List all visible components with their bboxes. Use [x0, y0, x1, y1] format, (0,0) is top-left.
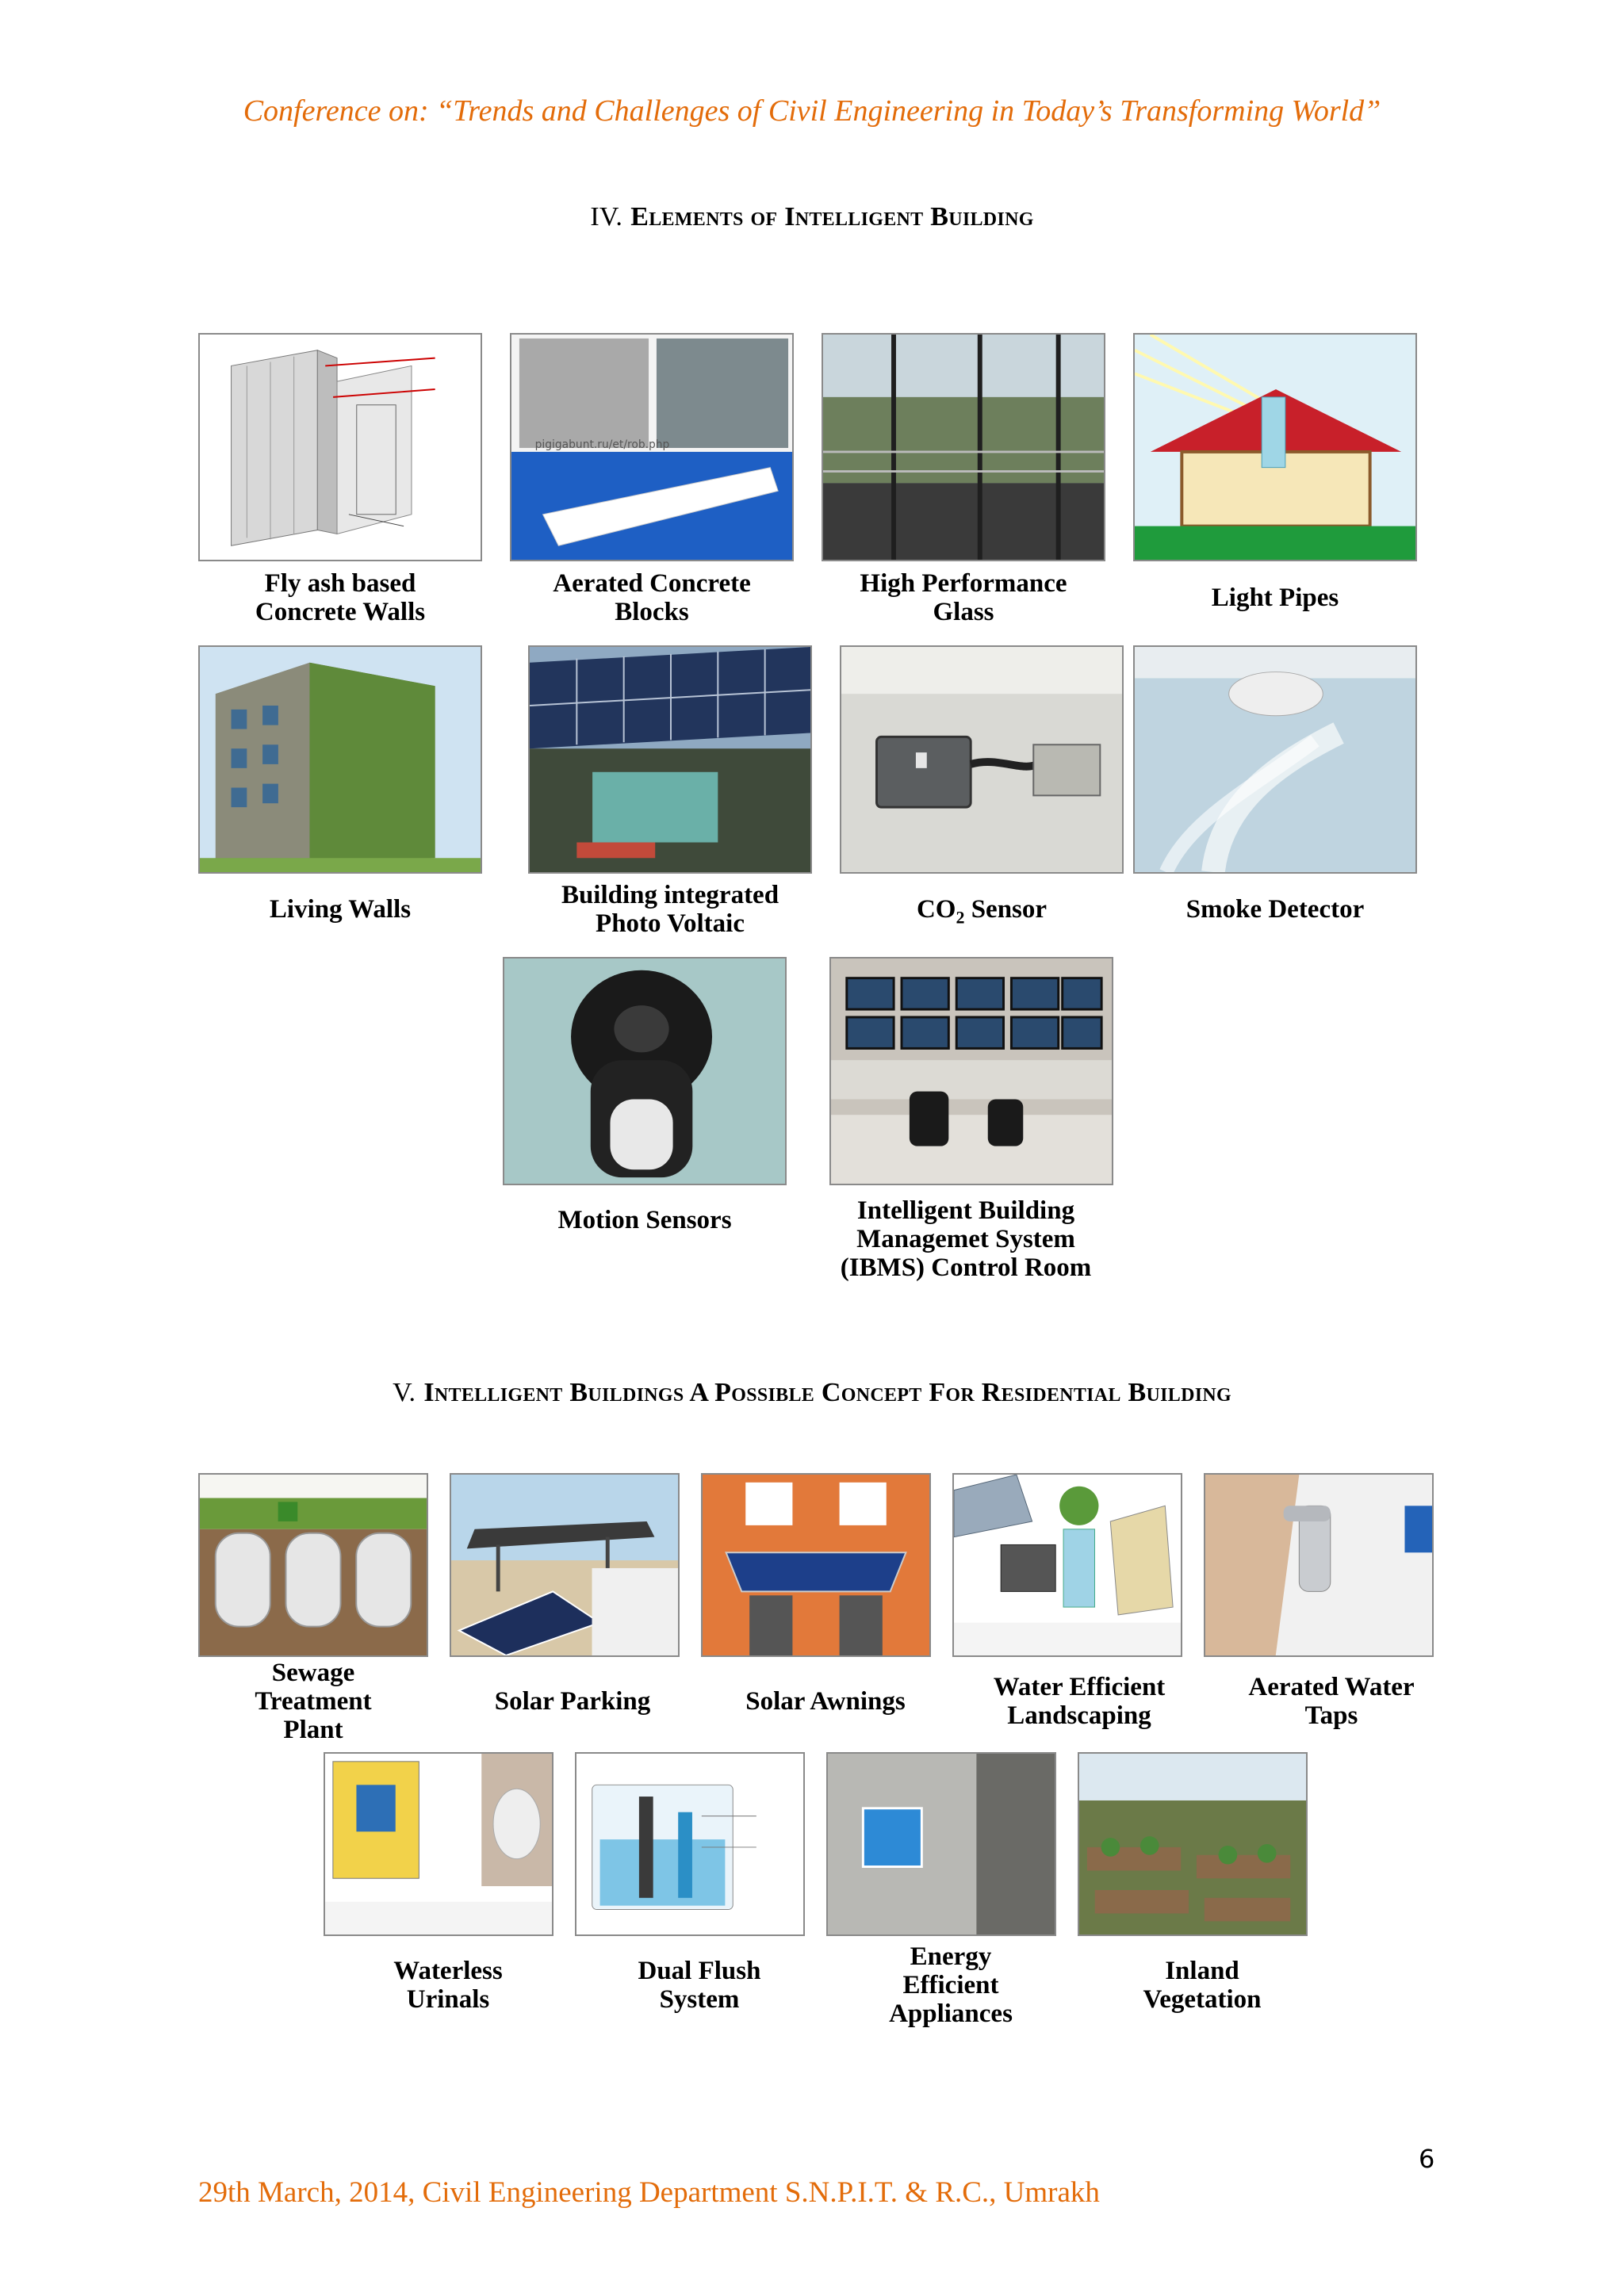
fly-ash-wall-image: [198, 333, 482, 561]
caption-living-walls: Living Walls: [269, 895, 412, 924]
solar-awnings-image: [701, 1473, 931, 1657]
caption-aerated-concrete: Aerated Concrete Blocks: [553, 569, 751, 626]
caption-solar-parking: Solar Parking: [494, 1687, 651, 1716]
caption-aerated-water-taps: Aerated Water Taps: [1248, 1673, 1415, 1730]
page-number: 6: [1419, 2144, 1435, 2174]
light-pipes-image: [1133, 333, 1417, 561]
section-v-heading: Intelligent Buildings A Possible Concept For Residential Building: [423, 1378, 1231, 1407]
caption-solar-awnings: Solar Awnings: [745, 1687, 906, 1716]
caption-ibms-control-room: Intelligent Building Managemet System (IBMS) Control Room: [840, 1196, 1092, 1282]
caption-inland-vegetation: Inland Vegetation: [1143, 1957, 1262, 2014]
co2-sensor-image: [840, 645, 1124, 874]
motion-sensors-image: [503, 957, 787, 1185]
caption-dual-flush-system: Dual Flush System: [638, 1957, 761, 2014]
caption-smoke-detector: Smoke Detector: [1185, 895, 1365, 924]
section-iv-heading: Elements of Intelligent Building: [630, 202, 1034, 232]
water-efficient-landscaping-image: [952, 1473, 1182, 1657]
high-performance-glass-image: [822, 333, 1105, 561]
caption-motion-sensors: Motion Sensors: [557, 1206, 732, 1234]
section-iv-title: [0, 202, 1624, 232]
conference-header: Conference on: “Trends and Challenges of Civil Engineering in Today’s Transforming World”: [243, 94, 1381, 128]
sewage-treatment-image: [198, 1473, 428, 1657]
section-v-number: V.: [393, 1378, 416, 1407]
inland-vegetation-image: [1078, 1752, 1308, 1936]
caption-high-performance-glass: High Performance Glass: [860, 569, 1067, 626]
co2-subscript: 2: [956, 907, 965, 928]
aerated-concrete-image: [510, 333, 794, 561]
caption-waterless-urinals: Waterless Urinals: [393, 1957, 503, 2014]
caption-building-pv: Building integrated Photo Voltaic: [561, 881, 779, 938]
living-walls-image: [198, 645, 482, 874]
caption-co2-sensor: $CO_2$ Sensor: [916, 895, 1048, 928]
building-pv-image: [528, 645, 812, 874]
ibms-control-room-image: [829, 957, 1113, 1185]
caption-sewage-treatment: Sewage Treatment Plant: [255, 1659, 372, 1744]
waterless-urinals-image: [324, 1752, 553, 1936]
smoke-detector-image: [1133, 645, 1417, 874]
aerated-water-taps-image: [1204, 1473, 1434, 1657]
caption-light-pipes: Light Pipes: [1211, 584, 1339, 612]
caption-energy-efficient-appliances: Energy Efficient Appliances: [889, 1942, 1013, 2028]
caption-water-efficient-landscaping: Water Efficient Landscaping: [993, 1673, 1166, 1730]
caption-fly-ash-walls: Fly ash based Concrete Walls: [255, 569, 426, 626]
energy-efficient-appliances-image: [826, 1752, 1056, 1936]
conference-footer: 29th March, 2014, Civil Engineering Department S.N.P.I.T. & R.C., Umrakh: [198, 2176, 1100, 2209]
section-iv-number: IV.: [590, 202, 623, 232]
section-v-title: [0, 1378, 1624, 1408]
dual-flush-system-image: [575, 1752, 805, 1936]
solar-parking-image: [450, 1473, 680, 1657]
aerated-image-watermark: pigigabunt.ru/et/rob.php: [534, 438, 670, 451]
